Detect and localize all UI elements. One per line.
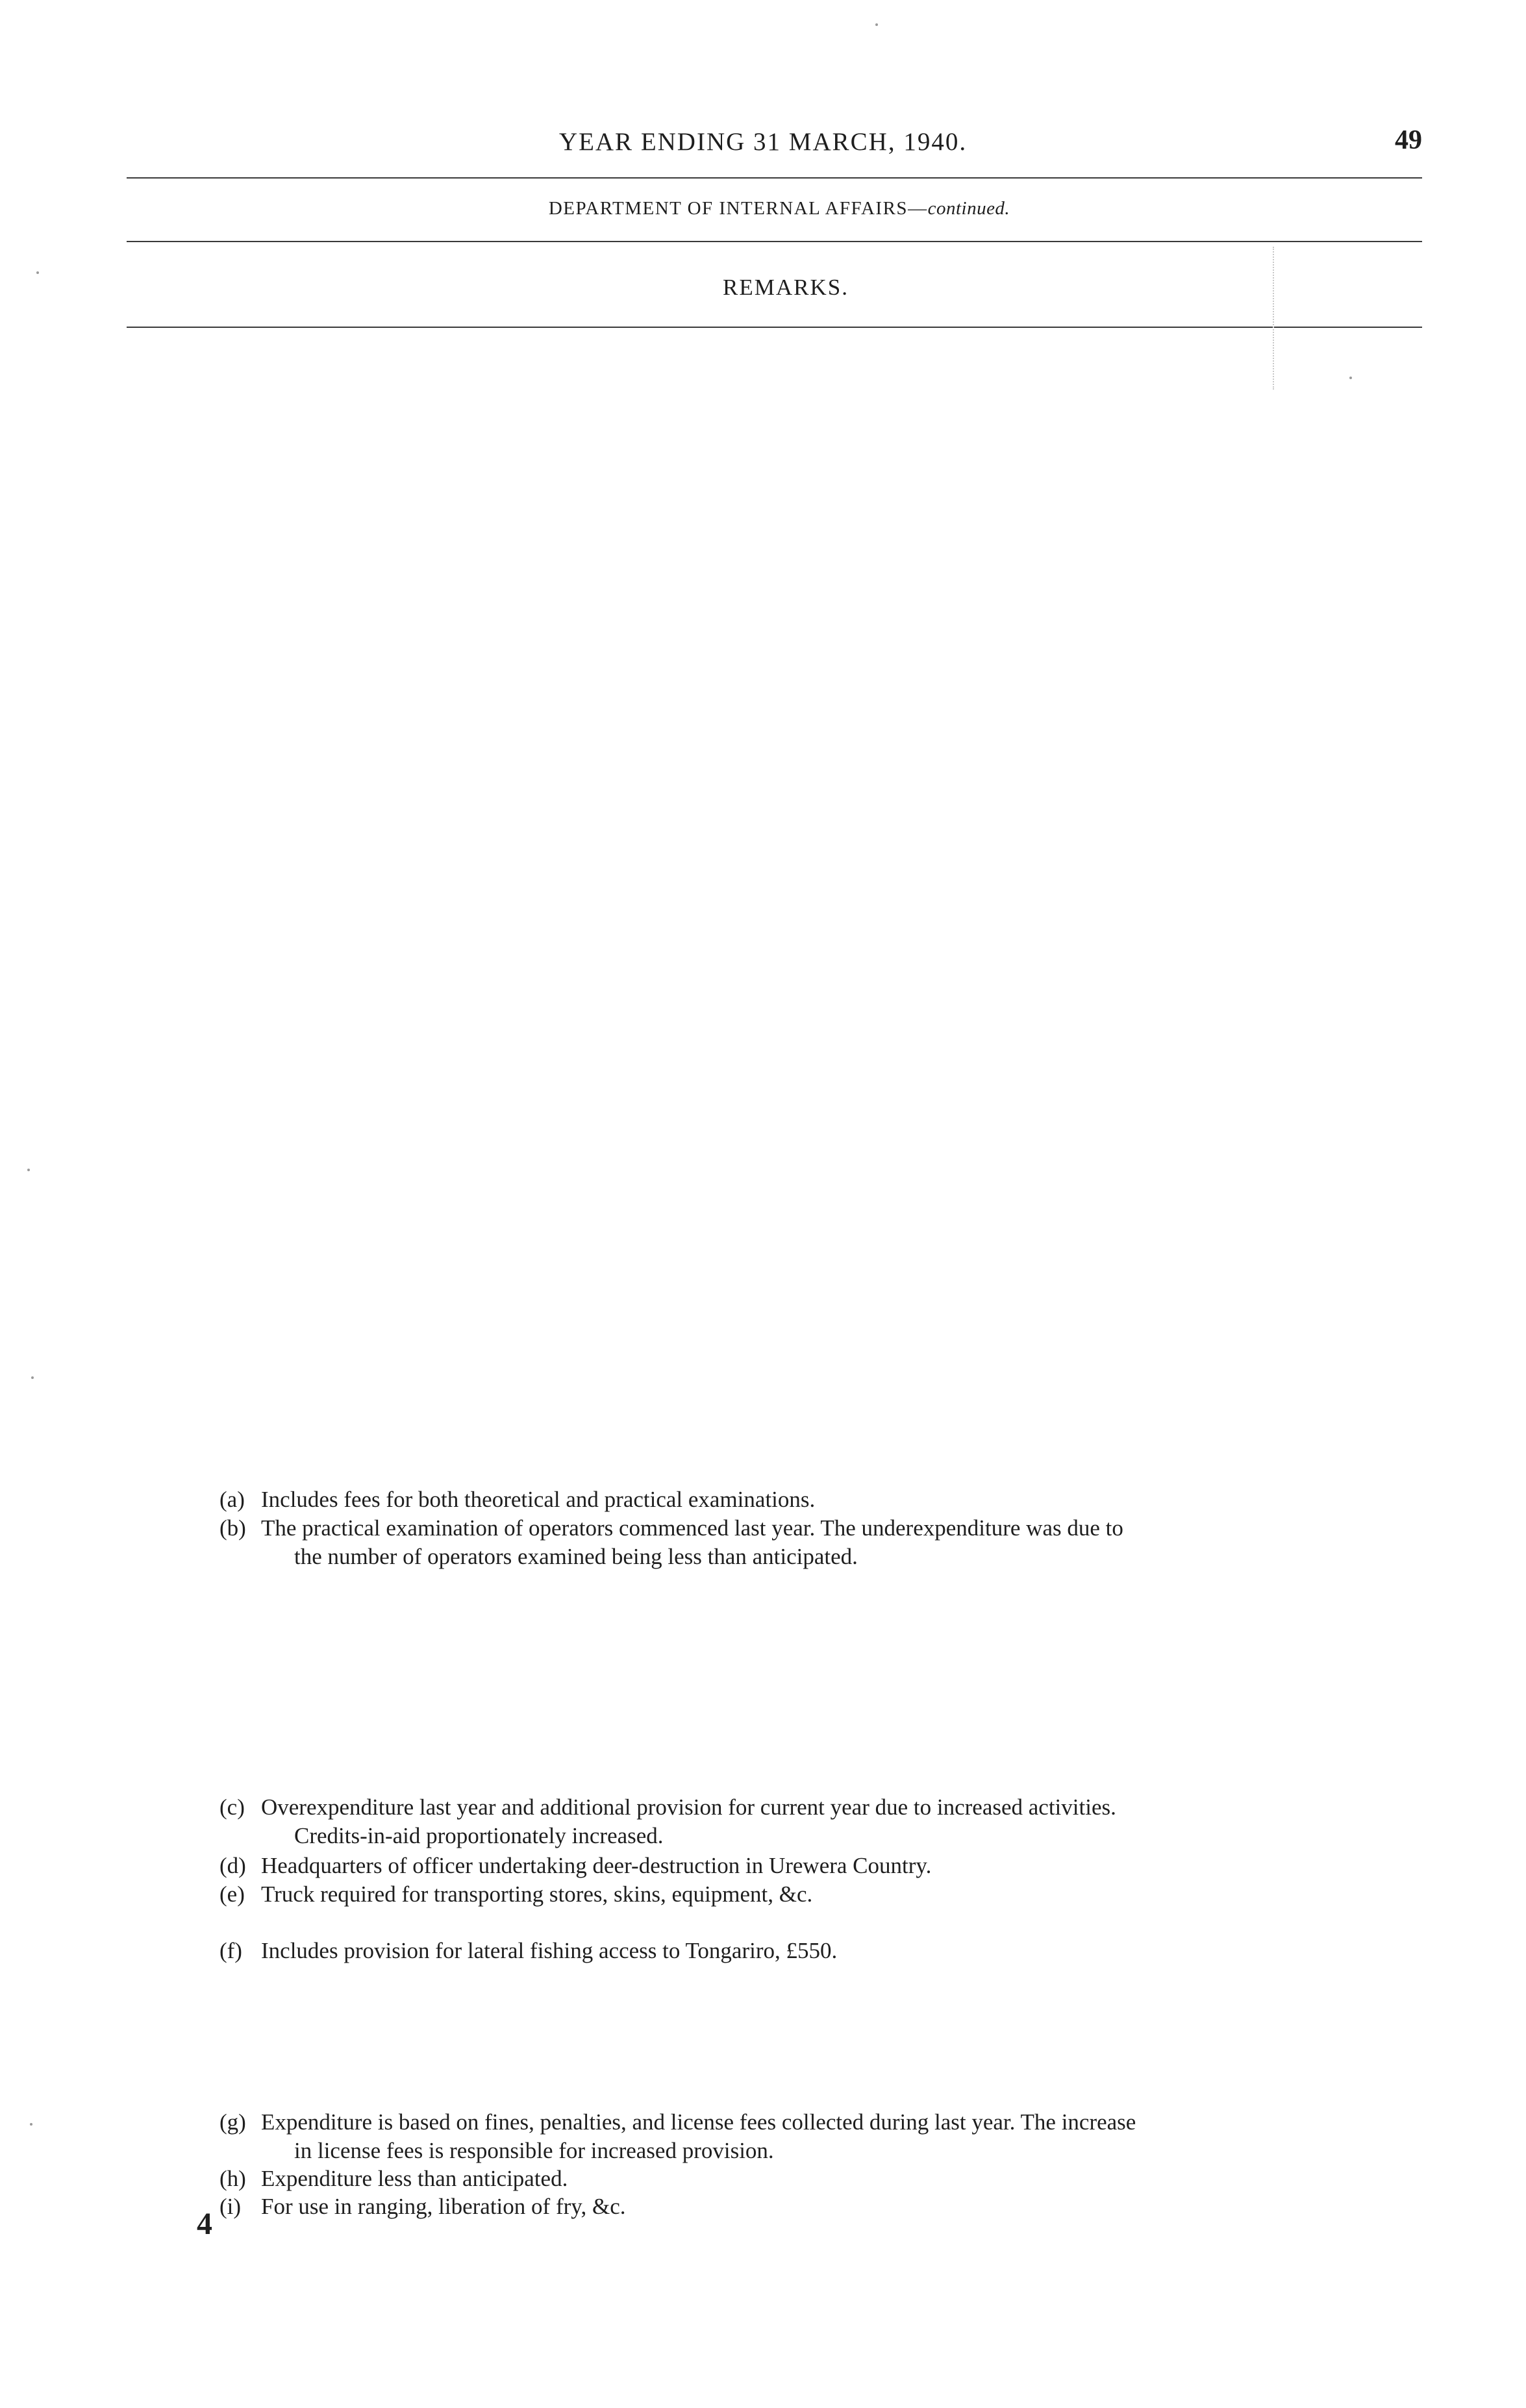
note-line: Expenditure is based on fines, penalties, and license fees collected during last year. The increase — [261, 2109, 1136, 2135]
header-rule — [127, 177, 1422, 179]
note-continuation-line: Credits-in-aid proportionately increased. — [294, 1823, 664, 1848]
note-e — [219, 1880, 1362, 1909]
note-mark: (h) — [219, 2166, 246, 2191]
note-i — [219, 2192, 1362, 2221]
note-g — [219, 2108, 1362, 2165]
section-title: REMARKS. — [723, 275, 849, 300]
scan-speck — [27, 1169, 30, 1171]
section-rule — [127, 327, 1422, 328]
note-mark: (f) — [219, 1938, 242, 1963]
scan-speck — [30, 2123, 32, 2126]
note-line: Truck required for transporting stores, skins, equipment, &c. — [261, 1881, 813, 1907]
scan-speck — [36, 271, 39, 274]
note-mark: (c) — [219, 1794, 245, 1820]
scan-speck — [31, 1376, 34, 1379]
note-c — [219, 1793, 1362, 1850]
note-mark: (d) — [219, 1853, 246, 1878]
note-d — [219, 1852, 1362, 1880]
note-mark: (a) — [219, 1487, 245, 1512]
note-h — [219, 2165, 1362, 2193]
note-line: For use in ranging, liberation of fry, &c. — [261, 2194, 626, 2219]
note-continuation-line: the number of operators examined being less than anticipated. — [294, 1544, 858, 1569]
department-title — [0, 198, 1526, 219]
note-mark: (e) — [219, 1881, 245, 1907]
department-continued: continued. — [927, 198, 1010, 219]
page-number: 49 — [1395, 125, 1422, 155]
note-a — [219, 1485, 1362, 1514]
note-mark: (b) — [219, 1515, 246, 1541]
note-continuation-line: in license fees is responsible for increased provision. — [294, 2138, 774, 2163]
note-f — [219, 1937, 1362, 1965]
scan-speck — [1349, 377, 1352, 379]
note-mark: (i) — [219, 2194, 242, 2219]
note-line: Headquarters of officer undertaking deer-destruction in Urewera Country. — [261, 1853, 932, 1878]
note-mark: (g) — [219, 2109, 246, 2135]
scan-speck — [875, 23, 878, 26]
column-divider — [1273, 247, 1274, 390]
department-name: DEPARTMENT OF INTERNAL AFFAIRS— — [548, 198, 928, 219]
signature-mark: 4 — [197, 2207, 212, 2241]
note-line: Includes fees for both theoretical and practical examinations. — [261, 1487, 816, 1512]
page-header-title: YEAR ENDING 31 MARCH, 1940. — [558, 128, 968, 156]
note-line: Expenditure less than anticipated. — [261, 2166, 568, 2191]
note-b — [219, 1514, 1362, 1571]
note-line: Includes provision for lateral fishing access to Tongariro, £550. — [261, 1938, 838, 1963]
note-line: Overexpenditure last year and additional provision for current year due to increased activities. — [261, 1794, 1116, 1820]
note-line: The practical examination of operators commenced last year. The underexpenditure was due to — [261, 1515, 1123, 1541]
department-rule — [127, 241, 1422, 242]
